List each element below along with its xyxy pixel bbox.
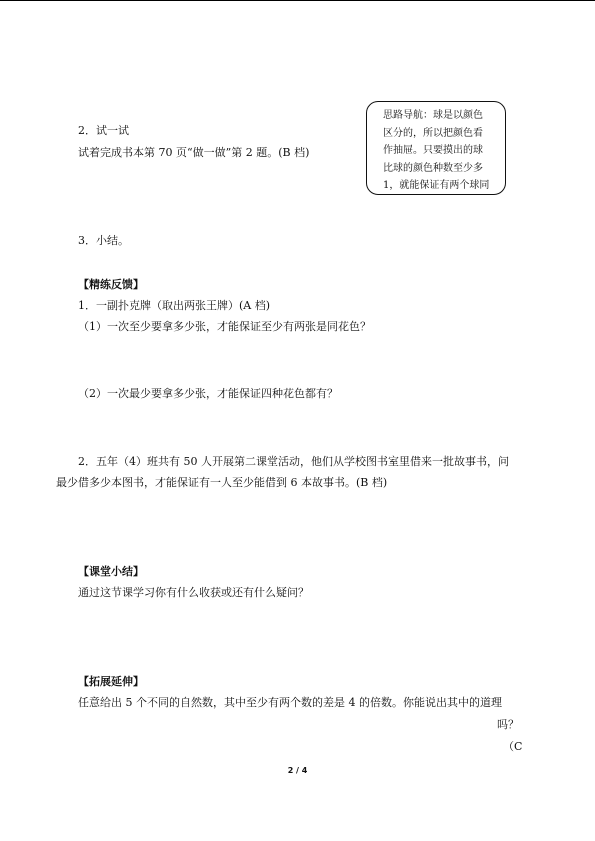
try-heading: 2．试一试 xyxy=(78,124,129,137)
callout-line: 1，就能保证有两个球同 xyxy=(383,180,490,191)
top-rule xyxy=(0,0,595,1)
callout-line: 作抽屉。只要摸出的球 xyxy=(383,145,483,156)
practice-q1: 1．一副扑克牌（取出两张王牌）(A 档) xyxy=(78,299,271,312)
extension-text: 任意给出 5 个不同的自然数，其中至少有两个数的差是 4 的倍数。你能说出其中的道理 xyxy=(78,696,502,709)
callout-line: 区分的，所以把颜色看 xyxy=(383,127,483,139)
practice-q1-2: （2）一次最少要拿多少张，才能保证四种花色都有？ xyxy=(78,387,338,400)
extension-tail-level: （C xyxy=(503,740,523,753)
class-summary-text: 通过这节课学习你有什么收获或还有什么疑问？ xyxy=(78,586,309,599)
callout-line: 比球的颜色种数至少多 xyxy=(383,162,483,174)
practice-q2-line2: 最少借多少本图书，才能保证有一人至少能借到 6 本故事书。(B 档) xyxy=(56,476,388,489)
class-summary-title: 【课堂小结】 xyxy=(78,565,144,578)
page-number: 2 / 4 xyxy=(287,766,308,775)
practice-q2-line1: 2．五年（4）班共有 50 人开展第二课堂活动，他们从学校图书室里借来一批故事书，问 xyxy=(78,455,509,468)
extension-title: 【拓展延伸】 xyxy=(78,675,144,688)
practice-title: 【精练反馈】 xyxy=(78,278,144,291)
hint-callout xyxy=(366,101,506,195)
summary-heading: 3．小结。 xyxy=(78,234,129,247)
extension-tail-question: 吗？ xyxy=(497,718,519,731)
callout-line: 思路导航：球是以颜色 xyxy=(383,110,483,121)
try-text: 试着完成书本第 70 页“做一做”第 2 题。(B 档) xyxy=(78,146,310,159)
practice-q1-1: （1）一次至少要拿多少张，才能保证至少有两张是同花色？ xyxy=(78,320,371,333)
